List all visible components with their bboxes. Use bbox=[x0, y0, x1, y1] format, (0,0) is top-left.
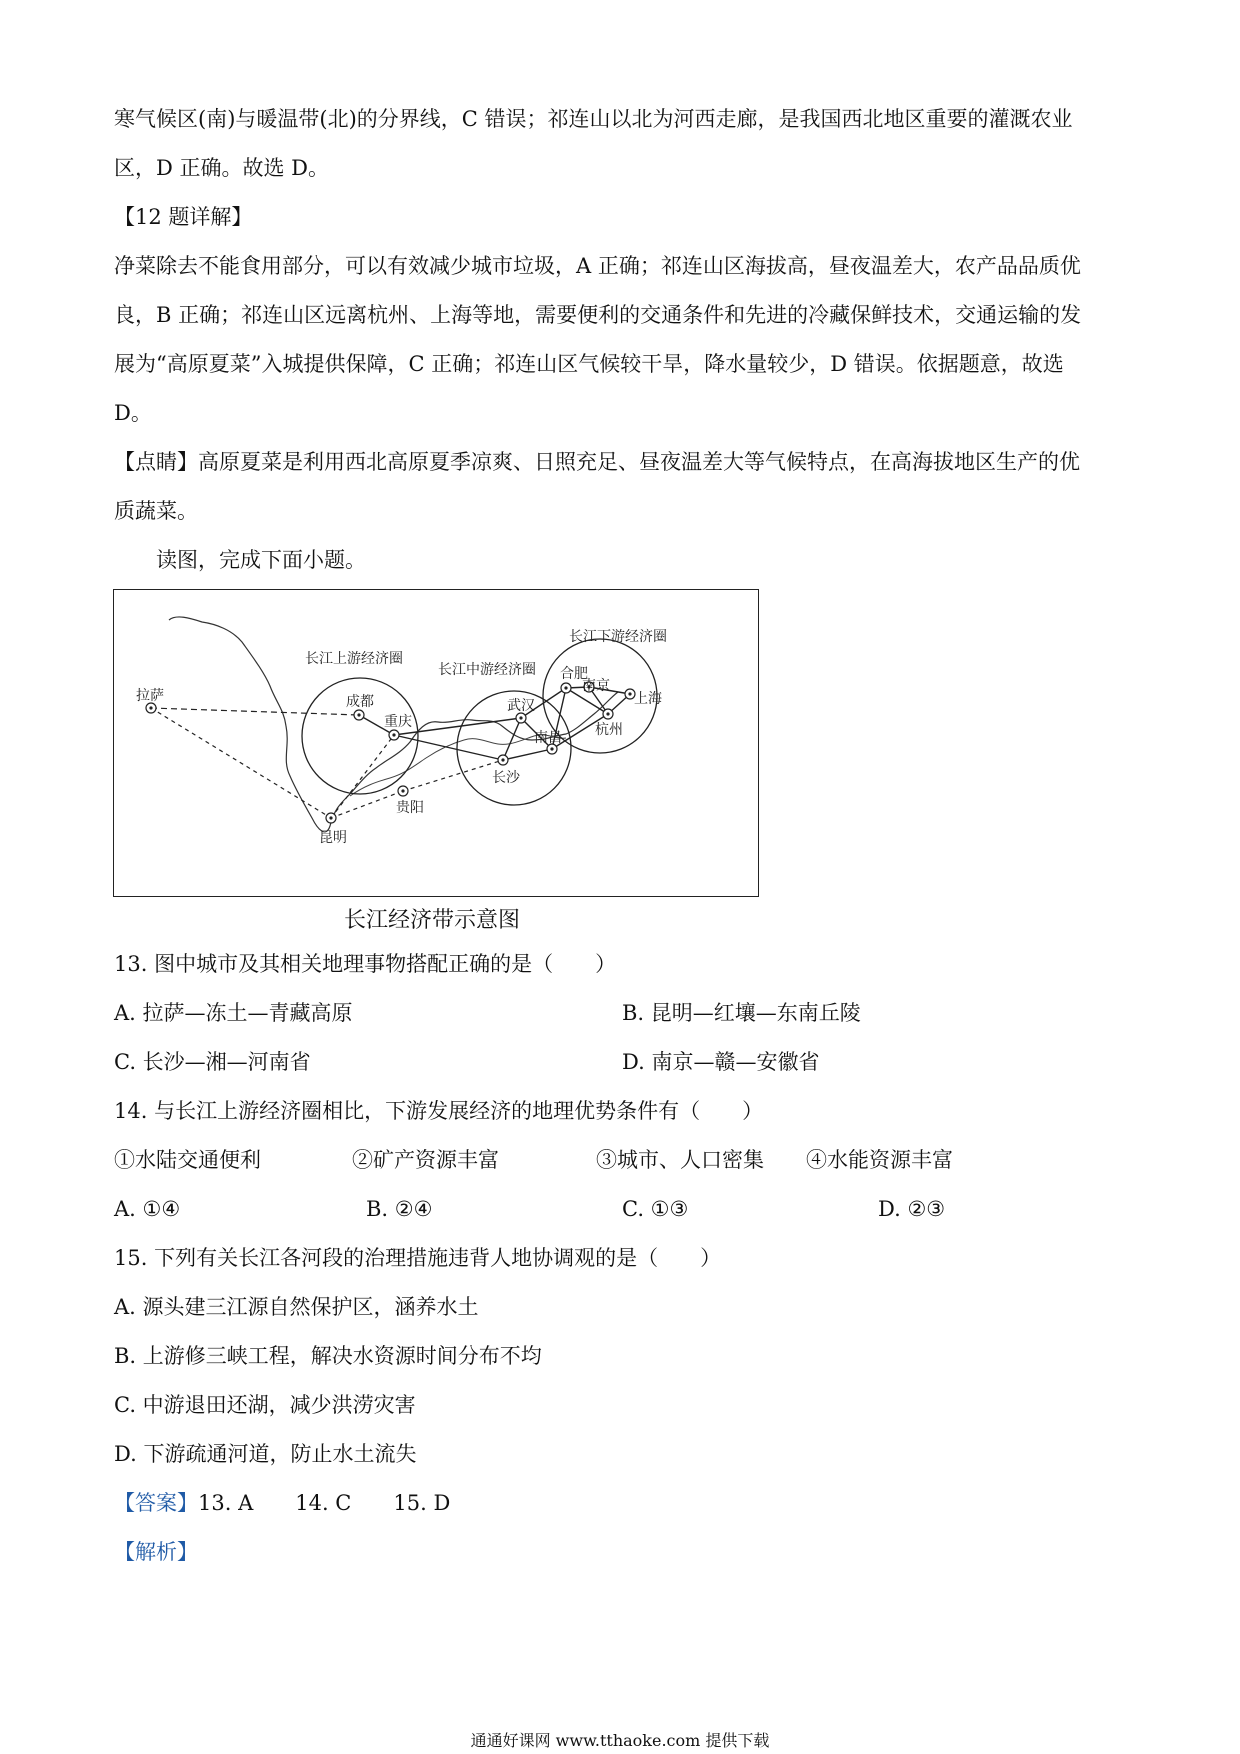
q14-option-a: A. ①④ bbox=[114, 1197, 181, 1221]
q14-item-3: ③城市、人口密集 bbox=[596, 1148, 764, 1172]
city-label-wuhan: 武汉 bbox=[507, 698, 535, 714]
q13-option-a: A. 拉萨—冻土—青藏高原 bbox=[114, 1001, 353, 1025]
city-label-kunming: 昆明 bbox=[319, 830, 347, 846]
paragraph-line: 良，B 正确；祁连山区远离杭州、上海等地，需要便利的交通条件和先进的冷藏保鲜技术，交通运输的发 bbox=[114, 303, 1082, 327]
dashed-route bbox=[403, 760, 503, 791]
q15-option-b: B. 上游修三峡工程，解决水资源时间分布不均 bbox=[114, 1344, 542, 1368]
q15-stem: 15. 下列有关长江各河段的治理措施违背人地协调观的是（ ） bbox=[114, 1246, 722, 1270]
paragraph-line: 展为“高原夏菜”入城提供保障，C 正确；祁连山区气候较干旱，降水量较少，D 错误。依据题意，故选 bbox=[114, 352, 1064, 376]
city-label-shanghai: 上海 bbox=[634, 691, 662, 707]
q13-option-c: C. 长沙—湘—河南省 bbox=[114, 1050, 311, 1074]
q14-item-2: ②矿产资源丰富 bbox=[352, 1148, 499, 1172]
city-label-nanjing: 南京 bbox=[582, 678, 610, 694]
reading-intro: 读图，完成下面小题。 bbox=[156, 548, 366, 572]
city-label-lasa: 拉萨 bbox=[136, 688, 164, 704]
q15-option-c: C. 中游退田还湖，减少洪涝灾害 bbox=[114, 1393, 416, 1417]
analysis-label: 【解析】 bbox=[114, 1540, 198, 1564]
city-label-hangzhou: 杭州 bbox=[595, 722, 623, 738]
q13-stem: 13. 图中城市及其相关地理事物搭配正确的是（ ） bbox=[114, 952, 617, 976]
q12-heading: 【12 题详解】 bbox=[114, 205, 253, 229]
q13-option-b: B. 昆明—红壤—东南丘陵 bbox=[622, 1001, 861, 1025]
lower-circle-label: 长江下游经济圈 bbox=[569, 629, 667, 645]
dianjing-line: 【点睛】高原夏菜是利用西北高原夏季凉爽、日照充足、昼夜温差大等气候特点，在高海拔地区生产的优 bbox=[114, 450, 1080, 474]
city-label-chengdu: 成都 bbox=[346, 694, 374, 710]
city-label-guiyang: 贵阳 bbox=[396, 800, 424, 816]
city-label-changsha: 长沙 bbox=[492, 770, 520, 786]
dianjing-line: 质蔬菜。 bbox=[114, 499, 198, 523]
upper-circle-label: 长江上游经济圈 bbox=[305, 651, 403, 667]
answer-label: 【答案】 bbox=[114, 1491, 198, 1515]
q13-option-d: D. 南京—赣—安徽省 bbox=[622, 1050, 820, 1074]
q15-option-a: A. 源头建三江源自然保护区，涵养水土 bbox=[114, 1295, 479, 1319]
yangtze-economic-belt-map bbox=[113, 589, 759, 897]
map-svg bbox=[114, 590, 760, 898]
city-label-nanchang: 南昌 bbox=[534, 730, 562, 746]
map-caption: 长江经济带示意图 bbox=[344, 908, 521, 933]
q14-item-1: ①水陆交通便利 bbox=[114, 1148, 261, 1172]
q14-option-b: B. ②④ bbox=[366, 1197, 433, 1221]
paragraph-line: 区，D 正确。故选 D。 bbox=[114, 156, 330, 180]
city-label-hefei: 合肥 bbox=[560, 666, 588, 682]
paragraph-line: D。 bbox=[114, 401, 152, 425]
q14-option-d: D. ②③ bbox=[878, 1197, 946, 1221]
city-label-chongqing: 重庆 bbox=[384, 714, 412, 730]
city-markers bbox=[146, 682, 635, 823]
answer-values: 13. A 14. C 15. D bbox=[198, 1491, 451, 1515]
answer-line bbox=[114, 1488, 450, 1518]
footer-text: 通通好课网 www.tthaoke.com 提供下载 bbox=[470, 1731, 770, 1750]
q14-option-c: C. ①③ bbox=[622, 1197, 689, 1221]
dashed-route bbox=[151, 708, 359, 715]
paragraph-line: 净菜除去不能食用部分，可以有效减少城市垃圾，A 正确；祁连山区海拔高，昼夜温差大，农产品品质优 bbox=[114, 254, 1081, 278]
q14-item-4: ④水能资源丰富 bbox=[806, 1148, 953, 1172]
paragraph-line: 寒气候区(南)与暖温带(北)的分界线，C 错误；祁连山以北为河西走廊，是我国西北地区重要的灌溉农业 bbox=[114, 107, 1073, 131]
dashed-route bbox=[151, 708, 331, 818]
middle-circle-label: 长江中游经济圈 bbox=[438, 662, 536, 678]
q15-option-d: D. 下游疏通河道，防止水土流失 bbox=[114, 1442, 417, 1466]
q14-stem: 14. 与长江上游经济圈相比，下游发展经济的地理优势条件有（ ） bbox=[114, 1099, 764, 1123]
